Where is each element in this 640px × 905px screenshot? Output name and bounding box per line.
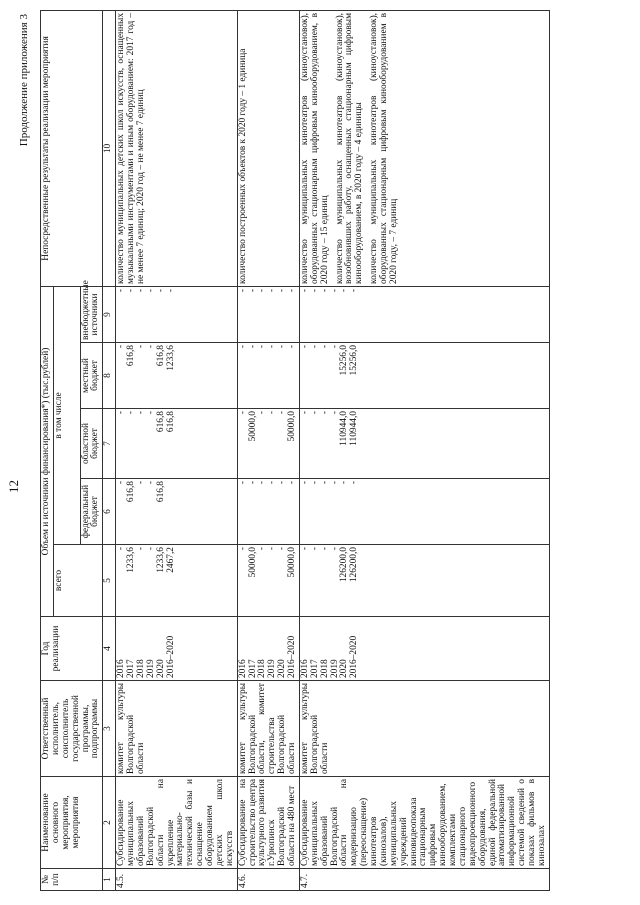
federal-value: -: [116, 481, 127, 485]
result-item: количество муниципальных кинотеатров (киноустановок), возобновивших работу, оснащенных стационарным цифровым кинооборудованием, в 2020 году – 4 единицы: [334, 12, 365, 284]
regional-value: 110944,0: [339, 411, 350, 446]
year-value: 2020: [155, 659, 166, 678]
year-value: 2016: [237, 659, 248, 678]
local-value: 15256,0: [349, 345, 360, 376]
federal-list: [299, 479, 549, 545]
measure-name: Субсидирование муниципальных образований Волгоградской области на укрепление материально-технической базы и оснащение оборудованием детских школ искусств: [116, 777, 238, 869]
regional-value: -: [135, 411, 146, 415]
federal-value: 616,8: [126, 481, 136, 503]
federal-value: -: [319, 481, 330, 485]
extra-value: -: [339, 288, 350, 293]
regional-value: 110944,0: [349, 411, 360, 446]
total-list: [237, 545, 299, 617]
header-num: № п/п: [41, 869, 103, 891]
total-value: -: [319, 547, 330, 551]
federal-value: -: [339, 481, 350, 485]
program-table: [40, 10, 550, 891]
year-list: [299, 617, 549, 681]
regional-value: -: [116, 411, 127, 415]
local-value: -: [277, 345, 288, 349]
extra-value: -: [349, 288, 360, 293]
extra-value: -: [319, 288, 330, 293]
local-value: -: [237, 345, 248, 349]
year-value: 2020: [339, 659, 350, 678]
col-number: 8: [103, 343, 116, 409]
local-value: 15256,0: [339, 345, 350, 376]
total-value: -: [237, 547, 248, 551]
col-number: 1: [103, 869, 116, 891]
federal-list: [116, 479, 238, 545]
local-value: -: [287, 345, 297, 349]
year-list: [116, 617, 238, 681]
regional-value: -: [257, 411, 268, 415]
extra-value: -: [257, 288, 268, 293]
federal-value: -: [299, 481, 310, 485]
total-value: 126200,0: [339, 547, 350, 583]
header-extra: внебюджетные источники: [80, 286, 103, 342]
col-number: 6: [103, 479, 116, 545]
year-value: 2016–2020: [349, 635, 360, 678]
extra-list: [237, 286, 299, 342]
result-item: количество муниципальных кинотеатров (киноустановок), оборудованных стационарным цифровым кинооборудованием в 2020 году, – 7 единиц: [369, 12, 399, 284]
federal-value: -: [329, 481, 340, 485]
regional-value: 50000,0: [287, 411, 297, 442]
header-local: местный бюджет: [80, 343, 103, 409]
total-value: -: [257, 547, 268, 551]
year-value: 2016: [116, 659, 127, 678]
local-value: -: [267, 345, 278, 349]
result-item: количество муниципальных кинотеатров (киноустановок), оборудованных стационарным цифровым кинооборудованием, в 2020 году – 15 единиц: [299, 12, 330, 284]
extra-value: -: [126, 288, 136, 293]
extra-value: -: [247, 288, 258, 293]
year-value: 2016: [299, 659, 310, 678]
extra-value: -: [135, 288, 146, 293]
header-year: Год реализации: [41, 617, 103, 681]
local-value: -: [145, 345, 156, 349]
total-list: [299, 545, 549, 617]
extra-value: -: [267, 288, 278, 293]
total-value: 50000,0: [287, 547, 297, 578]
year-value: 2018: [319, 659, 330, 678]
row-number: 4.5.: [116, 869, 238, 891]
extra-value: -: [329, 288, 340, 293]
total-value: -: [135, 547, 146, 551]
local-value: -: [257, 345, 268, 349]
year-value: 2019: [145, 659, 156, 678]
regional-list: [116, 409, 238, 479]
results: [299, 10, 549, 286]
federal-value: -: [145, 481, 156, 485]
total-value: -: [116, 547, 127, 551]
regional-list: [299, 409, 549, 479]
regional-value: -: [145, 411, 156, 415]
extra-list: [299, 286, 549, 342]
measure-name: Субсидирование муниципальных образований Волгоградской области на модернизацию (переоснащение) кинотеатров (кинозалов), муниципальных учреждений киновидеопоказа стационарным цифровым кинооборудованием, комплектами стационарного видеопроекционного оборудования, единой федеральной автоматизированной информационной системой сведений о показах фильмов в кинозалах: [299, 777, 549, 869]
total-value: -: [267, 547, 278, 551]
total-value: 126200,0: [349, 547, 360, 583]
regional-value: -: [277, 411, 288, 415]
year-value: 2017: [247, 659, 258, 678]
regional-value: -: [329, 411, 340, 415]
executor: комитет культуры Волгоградской области, комитет строительства Волгоградской области: [237, 681, 299, 777]
federal-value: -: [349, 481, 360, 485]
federal-value: [167, 481, 177, 542]
column-numbers-row: [103, 10, 116, 890]
row-number: 4.7.: [299, 869, 549, 891]
header-total: всего: [53, 545, 102, 617]
federal-value: -: [267, 481, 278, 485]
extra-value: -: [155, 288, 166, 293]
total-value: 2467,2: [165, 547, 176, 573]
table-row: [116, 10, 238, 890]
header-results: Непосредственные результаты реализации мероприятия: [41, 10, 103, 286]
local-value: -: [309, 345, 320, 349]
federal-value: -: [309, 481, 320, 485]
local-value: -: [299, 345, 310, 349]
total-value: 50000,0: [247, 547, 258, 578]
total-list: [116, 545, 238, 617]
extra-value: -: [309, 288, 320, 293]
continuation-note: Продолжение приложения 3: [18, 14, 30, 147]
regional-value: 616,8: [165, 411, 176, 433]
header-name: Наименование основного мероприятия, мероприятия: [41, 777, 103, 869]
local-value: 1233,6: [165, 345, 176, 371]
table-row: [299, 10, 549, 890]
federal-value: -: [247, 481, 258, 485]
header-regional: областной бюджет: [80, 409, 103, 479]
total-value: 1233,6: [126, 547, 136, 573]
year-value: 2018: [257, 659, 268, 678]
extra-value: -: [237, 288, 248, 293]
result-item: количество построенных объектов к 2020 году – 1 единица: [237, 48, 248, 284]
federal-value: 616,8: [155, 481, 166, 503]
federal-value: -: [237, 481, 248, 485]
local-value: -: [135, 345, 146, 349]
federal-value: -: [135, 481, 146, 485]
extra-list: [116, 286, 238, 342]
col-number: 9: [103, 286, 116, 342]
year-value: 2019: [267, 659, 278, 678]
total-value: -: [277, 547, 288, 551]
extra-value: -: [165, 288, 176, 293]
year-value: 2017: [309, 659, 320, 678]
row-number: 4.6.: [237, 869, 299, 891]
year-value: 2017: [126, 659, 136, 678]
local-value: -: [319, 345, 330, 349]
total-value: -: [329, 547, 340, 551]
year-value: 2016–2020: [287, 635, 297, 678]
year-value: 2016–2020: [165, 635, 176, 678]
extra-value: -: [287, 288, 297, 293]
results: [116, 10, 238, 286]
regional-value: -: [126, 411, 136, 415]
col-number: 7: [103, 409, 116, 479]
col-number: 5: [103, 545, 116, 617]
local-list: [116, 343, 238, 409]
table-row: [237, 10, 299, 890]
table-body: [116, 10, 550, 890]
local-value: -: [329, 345, 340, 349]
regional-value: 616,8: [155, 411, 166, 433]
col-number: 2: [103, 777, 116, 869]
regional-list: [237, 409, 299, 479]
year-value: 2020: [277, 659, 288, 678]
col-number: 4: [103, 617, 116, 681]
regional-value: -: [299, 411, 310, 415]
local-value: -: [247, 345, 258, 349]
local-value: -: [116, 345, 127, 349]
executor: комитет культуры Волгоградской области: [116, 681, 238, 777]
total-value: 1233,6: [155, 547, 166, 573]
regional-value: 50000,0: [247, 411, 258, 442]
extra-value: -: [145, 288, 156, 293]
header-executor: Ответственный исполнитель, соисполнитель государственной программы, подпрограммы: [41, 681, 103, 777]
result-item: количество муниципальных детских школ искусств, оснащенных музыкальными инструментами и иным оборудованием: 2017 год – не менее 7 единиц; 2020 год – не менее 7 единиц: [116, 12, 146, 284]
local-list: [237, 343, 299, 409]
year-list: [237, 617, 299, 681]
extra-value: -: [116, 288, 127, 293]
col-number: 10: [103, 10, 116, 286]
year-value: 2019: [329, 659, 340, 678]
measure-name: Субсидирование на строительство центра культурного развития г.Урюпинск Волгоградской области на 480 мест: [237, 777, 299, 869]
extra-value: -: [299, 288, 310, 293]
federal-value: -: [287, 481, 297, 485]
results: [237, 10, 299, 286]
total-value: -: [309, 547, 320, 551]
header-incl: в том числе: [53, 286, 80, 544]
local-value: 616,8: [126, 345, 136, 367]
header-federal: федеральный бюджет: [80, 479, 103, 545]
local-list: [299, 343, 549, 409]
federal-value: -: [277, 481, 288, 485]
regional-value: -: [319, 411, 330, 415]
regional-value: -: [267, 411, 278, 415]
extra-value: -: [277, 288, 288, 293]
col-number: 3: [103, 681, 116, 777]
total-value: -: [145, 547, 156, 551]
federal-value: -: [257, 481, 268, 485]
executor: комитет культуры Волгоградской области: [299, 681, 549, 777]
regional-value: -: [237, 411, 248, 415]
year-value: 2018: [135, 659, 146, 678]
header-funding: Объем и источники финансирования*) (тыс.рублей): [41, 286, 54, 616]
page-number: 12: [6, 480, 21, 493]
federal-list: [237, 479, 299, 545]
local-value: 616,8: [155, 345, 166, 367]
total-value: -: [299, 547, 310, 551]
regional-value: -: [309, 411, 320, 415]
